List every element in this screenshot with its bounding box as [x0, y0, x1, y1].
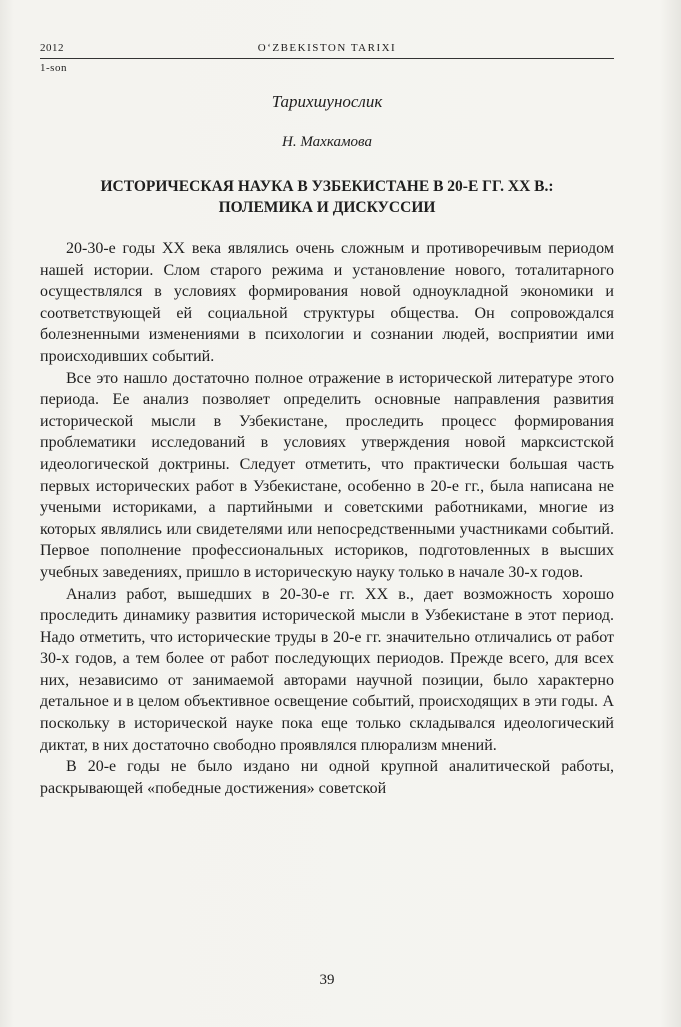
header-journal-title: O‘ZBEKISTON TARIXI [257, 42, 397, 54]
section-heading: Тарихшунослик [271, 92, 383, 111]
running-header [40, 42, 614, 74]
article-author: Н. Махкамова [282, 134, 372, 150]
paragraph-4: В 20-е годы не было издано ни одной крупной аналитической работы, раскрывающей «победные достижения» советской [40, 758, 614, 797]
paragraph-2: Все это нашло достаточно полное отражение в исторической литературе этого периода. Ее анализ позволяет определить основные направления развития исторической мысли в Узбекистане, проследить процесс формирования проблематики исследований в условиях утверждения новой марксистской идеологической доктрины. Следует отметить, что практически большая часть первых исторических работ в Узбекистане, особенно в 20-е гг., была написана не учеными историками, а партийными и советскими работниками, многие из которых являлись или свидетелями или непосредственными участниками событий. Первое пополнение профессиональных историков, подготовленных в высших учебных заведениях, пришло в историческую науку только в начале 30-х годов. [40, 369, 614, 581]
article-title-line-2: ПОЛЕМИКА И ДИСКУССИИ [218, 199, 436, 216]
header-year: 2012 [40, 42, 64, 54]
paragraph-3: Анализ работ, вышедших в 20-30-е гг. XX в., дает возможность хорошо проследить динамику развития исторической мысли в Узбекистане в этот период. Надо отметить, что исторические труды в 20-е гг. значительно отличались от работ 30-х годов, а тем более от работ последующих периодов. Прежде всего, для всех них, независимо от занимаемой авторами научной позиции, было характерно детальное и в целом объективное освещение событий, происходящих в эти годы. А поскольку в исторической науке пока еще только складывался идеологический диктат, в них достаточно свободно проявлялся плюрализм мнений. [40, 585, 614, 754]
paragraph-1: 20-30-е годы XX века являлись очень сложным и противоречивым периодом нашей истории. Слом старого режима и установление нового, тоталитарного осуществлялся в условиях формирования новой одноукладной экономики и соответствующей ей социальной структуры общества. Он сопровождался болезненными изменениями в психологии и сознании людей, восприятии ими происходивших событий. [40, 240, 614, 365]
header-issue: 1-son [40, 62, 67, 74]
article-title-line-1: ИСТОРИЧЕСКАЯ НАУКА В УЗБЕКИСТАНЕ В 20-Е ГГ. XX В.: [100, 178, 554, 195]
page-number: 39 [319, 972, 335, 988]
article-body [40, 238, 614, 799]
article-title [40, 176, 614, 218]
header-rule [40, 58, 614, 59]
